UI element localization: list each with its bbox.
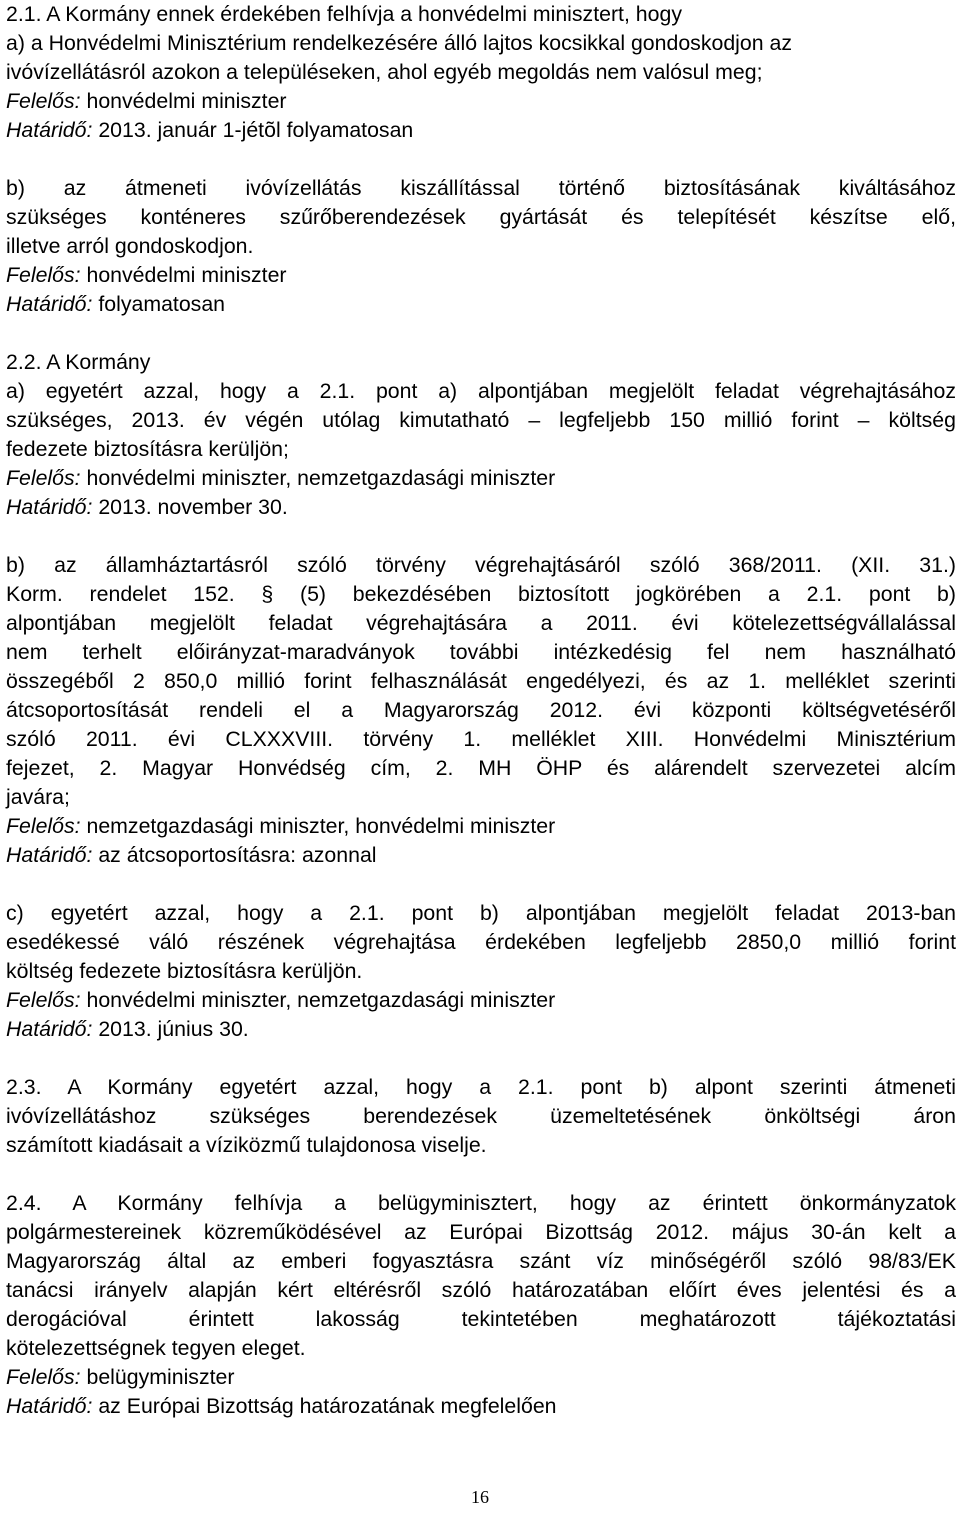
section-2-1-b-line: szükséges konténeres szűrőberendezések gyártását és telepítését készítse elő, <box>6 205 956 229</box>
section-2-2-b-line: fejezet, 2. Magyar Honvédség cím, 2. MH ÖHP és alárendelt szervezetei alcím <box>6 756 956 780</box>
section-2-2-b-line: Korm. rendelet 152. § (5) bekezdésében biztosított jogkörében a 2.1. pont b) <box>6 582 956 606</box>
responsible-label: Felelős: <box>6 466 81 490</box>
section-2-4-line: derogációval érintett lakosság tekintetében meghatározott tájékoztatási <box>6 1307 956 1331</box>
section-2-2-b-line: átcsoportosítását rendeli el a Magyarország 2012. évi központi költségvetéséről <box>6 698 956 722</box>
section-2-4-line: polgármestereinek közreműködésével az Európai Bizottság 2012. május 30-án kelt a <box>6 1220 956 1244</box>
section-2-2-b-line: javára; <box>6 785 70 809</box>
deadline-value: 2013. június 30. <box>92 1017 249 1041</box>
section-2-2-b-deadline <box>6 841 956 870</box>
responsible-label: Felelős: <box>6 814 81 838</box>
deadline-value: 2013. november 30. <box>92 495 288 519</box>
responsible-label: Felelős: <box>6 263 81 287</box>
deadline-value: az Európai Bizottság határozatának megfelelően <box>92 1394 557 1418</box>
section-2-1-heading: 2.1. A Kormány ennek érdekében felhívja a honvédelmi minisztert, hogy <box>6 2 682 26</box>
deadline-label: Határidő: <box>6 843 93 867</box>
section-2-2-heading: 2.2. A Kormány <box>6 350 151 374</box>
responsible-value: nemzetgazdasági miniszter, honvédelmi miniszter <box>80 814 556 838</box>
section-2-1-b-deadline <box>6 290 956 319</box>
section-2-2-b-responsible <box>6 812 956 841</box>
section-2-2-b-line: nem terhelt előirányzat-maradványok további intézkedésig fel nem használható <box>6 640 956 664</box>
section-2-2-a-responsible <box>6 464 956 493</box>
section-2-4-line: kötelezettségnek tegyen eleget. <box>6 1336 306 1360</box>
section-2-2-a-deadline <box>6 493 956 522</box>
section-2-1-b-responsible <box>6 261 956 290</box>
responsible-value: honvédelmi miniszter <box>80 89 287 113</box>
section-2-1-a-responsible <box>6 87 956 116</box>
section-2-2-b-line: összegéből 2 850,0 millió forint felhasználását engedélyezi, és az 1. melléklet szerinti <box>6 669 956 693</box>
section-2-2-c-line: esedékessé váló részének végrehajtása érdekében legfeljebb 2850,0 millió forint <box>6 930 956 954</box>
responsible-label: Felelős: <box>6 988 81 1012</box>
section-2-2-a-line: fedezete biztosításra kerüljön; <box>6 437 289 461</box>
section-2-2-a-line: a) egyetért azzal, hogy a 2.1. pont a) alpontjában megjelölt feladat végrehajtásához <box>6 379 956 403</box>
responsible-value: belügyminiszter <box>80 1365 235 1389</box>
section-2-4-deadline <box>6 1392 956 1421</box>
section-2-2-c-line: költség fedezete biztosításra kerüljön. <box>6 959 363 983</box>
responsible-label: Felelős: <box>6 89 81 113</box>
section-2-2-c-deadline <box>6 1015 956 1044</box>
page-number: 16 <box>471 1487 489 1507</box>
deadline-value: folyamatosan <box>92 292 226 316</box>
deadline-label: Határidő: <box>6 118 93 142</box>
section-2-1-a-line: a) a Honvédelmi Minisztérium rendelkezésére álló lajtos kocsikkal gondoskodjon az <box>6 31 792 55</box>
section-2-3-line: számított kiadásait a víziközmű tulajdonosa viselje. <box>6 1133 487 1157</box>
responsible-value: honvédelmi miniszter, nemzetgazdasági miniszter <box>80 988 556 1012</box>
responsible-label: Felelős: <box>6 1365 81 1389</box>
section-2-3-line: 2.3. A Kormány egyetért azzal, hogy a 2.1. pont b) alpont szerinti átmeneti <box>6 1075 956 1099</box>
section-2-1-a-deadline <box>6 116 956 145</box>
section-2-1-a-line: ivóvízellátásról azokon a településeken, ahol egyéb megoldás nem valósul meg; <box>6 60 763 84</box>
deadline-label: Határidő: <box>6 495 93 519</box>
deadline-value: 2013. január 1-jétõl folyamatosan <box>92 118 414 142</box>
section-2-4-line: 2.4. A Kormány felhívja a belügyminisztert, hogy az érintett önkormányzatok <box>6 1191 956 1215</box>
document-page <box>6 0 956 1421</box>
section-2-2-b-line: szóló 2011. évi CLXXXVIII. törvény 1. melléklet XIII. Honvédelmi Minisztérium <box>6 727 956 751</box>
section-2-4-responsible <box>6 1363 956 1392</box>
section-2-2-b-line: b) az államháztartásról szóló törvény végrehajtásáról szóló 368/2011. (XII. 31.) <box>6 553 956 577</box>
section-2-4-line: tanácsi irányelv alapján kért eltérésről szóló határozatában előírt éves jelentési és a <box>6 1278 956 1302</box>
responsible-value: honvédelmi miniszter <box>80 263 287 287</box>
section-2-3-line: ivóvízellátáshoz szükséges berendezések üzemeltetésének önköltségi áron <box>6 1104 956 1128</box>
deadline-label: Határidő: <box>6 1394 93 1418</box>
section-2-2-c-line: c) egyetért azzal, hogy a 2.1. pont b) alpontjában megjelölt feladat 2013-ban <box>6 901 956 925</box>
section-2-4-line: Magyarország által az emberi fogyasztásra szánt víz minőségéről szóló 98/83/EK <box>6 1249 956 1273</box>
deadline-label: Határidő: <box>6 292 93 316</box>
deadline-label: Határidő: <box>6 1017 93 1041</box>
deadline-value: az átcsoportosításra: azonnal <box>92 843 377 867</box>
section-2-2-b-line: alpontjában megjelölt feladat végrehajtására a 2011. évi kötelezettségvállalással <box>6 611 956 635</box>
section-2-2-c-responsible <box>6 986 956 1015</box>
responsible-value: honvédelmi miniszter, nemzetgazdasági miniszter <box>80 466 556 490</box>
section-2-1-b-line: b) az átmeneti ivóvízellátás kiszállítással történő biztosításának kiváltásához <box>6 176 956 200</box>
section-2-1-b-line: illetve arról gondoskodjon. <box>6 234 254 258</box>
section-2-2-a-line: szükséges, 2013. év végén utólag kimutatható – legfeljebb 150 millió forint – költség <box>6 408 956 432</box>
